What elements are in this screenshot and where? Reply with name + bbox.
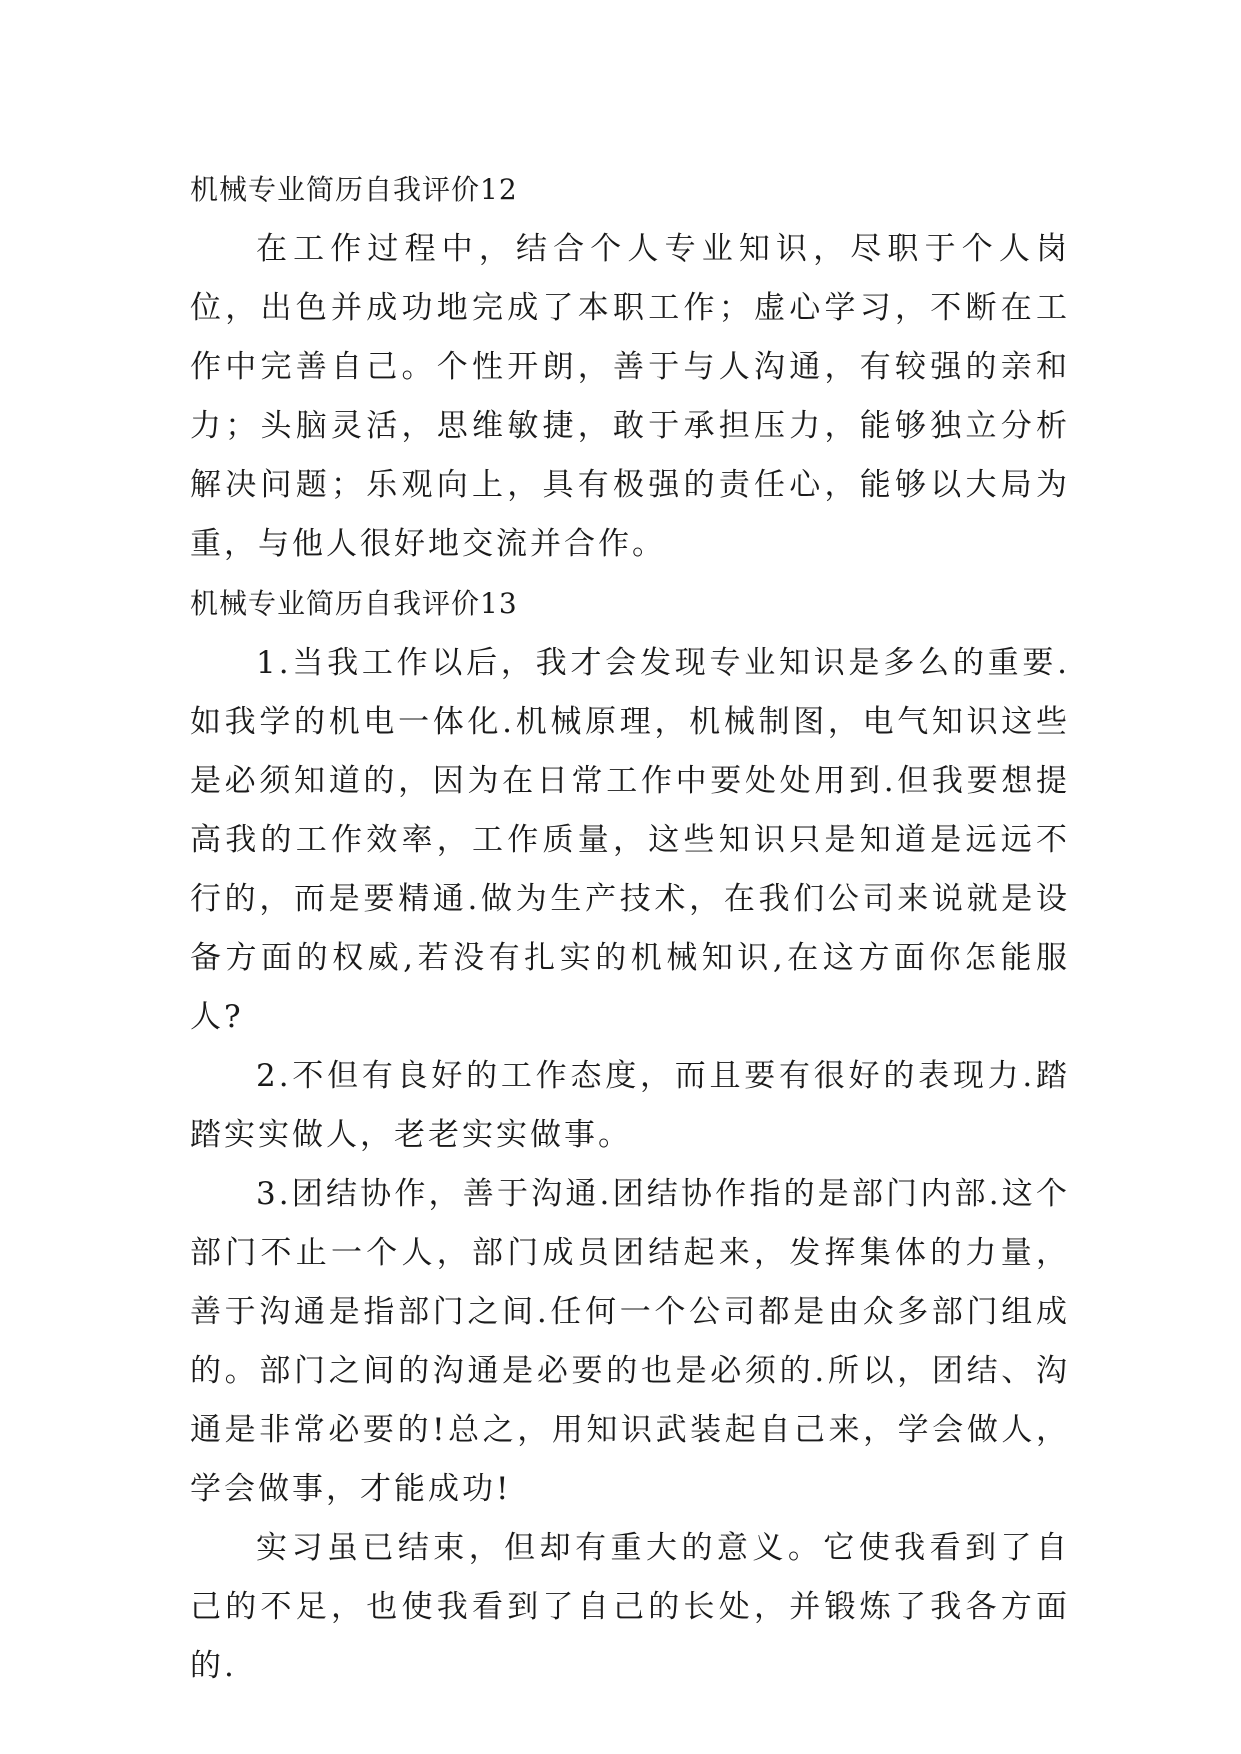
paragraph-point-1: 1.当我工作以后，我才会发现专业知识是多么的重要.如我学的机电一体化.机械原理，机械制图，电气知识这些是必须知道的，因为在日常工作中要处处用到.但我要想提高我的工作效率，工作质量，这些知识只是知道是远远不行的，而是要精通.做为生产技术，在我们公司来说就是设备方面的权威,若没有扎实的机械知识,在这方面你怎能服人?	[190, 645, 1070, 1035]
section-heading-12: 机械专业简历自我评价12	[190, 173, 518, 206]
paragraph-point-3: 3.团结协作，善于沟通.团结协作指的是部门内部.这个部门不止一个人，部门成员团结起来，发挥集体的力量，善于沟通是指部门之间.任何一个公司都是由众多部门组成的。部门之间的沟通是必要的也是必须的.所以，团结、沟通是非常必要的!总之，用知识武装起自己来，学会做人，学会做事，才能成功!	[190, 1176, 1070, 1507]
paragraph-self-evaluation-12: 在工作过程中，结合个人专业知识，尽职于个人岗位，出色并成功地完成了本职工作；虚心学习，不断在工作中完善自己。个性开朗，善于与人沟通，有较强的亲和力；头脑灵活，思维敏捷，敢于承担压力，能够独立分析解决问题；乐观向上，具有极强的责任心，能够以大局为重，与他人很好地交流并合作。	[190, 231, 1070, 562]
paragraph-point-2: 2.不但有良好的工作态度，而且要有很好的表现力.踏踏实实做人，老老实实做事。	[190, 1058, 1070, 1153]
section-heading-13: 机械专业简历自我评价13	[190, 587, 518, 620]
document-body	[190, 160, 1070, 1696]
paragraph-internship-summary: 实习虽已结束，但却有重大的意义。它使我看到了自己的不足，也使我看到了自己的长处，并锻炼了我各方面的.	[190, 1530, 1070, 1684]
